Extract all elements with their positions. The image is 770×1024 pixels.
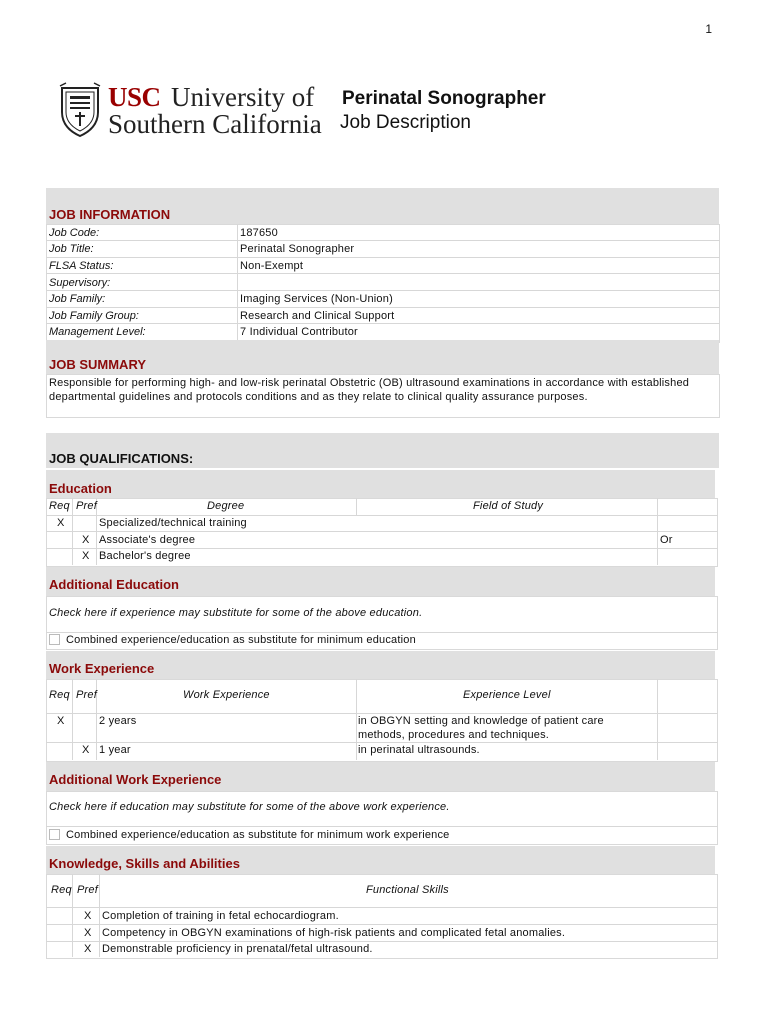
ksa-skills-header: Functional Skills (366, 884, 449, 896)
work-row1-level-line2: methods, procedures and techniques. (358, 729, 550, 741)
job-summary-band (46, 340, 719, 374)
job-family-group-value: Research and Clinical Support (240, 310, 395, 322)
job-summary-text-line1: Responsible for performing high- and low-risk perinatal Obstetric (OB) ultrasound examinations in accordance with established (49, 377, 690, 389)
work-row1-experience: 2 years (99, 715, 137, 727)
ksa-heading: Knowledge, Skills and Abilities (49, 856, 240, 871)
document-title: Perinatal Sonographer (342, 88, 546, 109)
job-family-value: Imaging Services (Non-Union) (240, 293, 393, 305)
job-title-label: Job Title: (49, 243, 94, 255)
ksa-row3-skill: Demonstrable proficiency in prenatal/fetal ultrasound. (102, 943, 373, 955)
job-title-value: Perinatal Sonographer (240, 243, 355, 255)
substitute-education-checkbox[interactable] (49, 634, 60, 645)
work-row2-experience: 1 year (99, 744, 131, 756)
management-level-value: 7 Individual Contributor (240, 326, 358, 338)
flsa-status-label: FLSA Status: (49, 260, 114, 272)
work-row2-pref: X (82, 744, 90, 756)
job-summary-heading: JOB SUMMARY (49, 357, 147, 372)
work-experience-header: Work Experience (183, 689, 270, 701)
management-level-label: Management Level: (49, 326, 146, 338)
education-degree-header: Degree (207, 500, 245, 512)
additional-work-experience-heading: Additional Work Experience (49, 772, 222, 787)
job-code-value: 187650 (240, 227, 278, 239)
additional-work-experience-item: Combined experience/education as substitute for minimum work experience (66, 829, 450, 841)
work-row2-level: in perinatal ultrasounds. (358, 744, 480, 756)
ksa-row2-skill: Competency in OBGYN examinations of high-risk patients and complicated fetal anomalies. (102, 927, 566, 939)
education-row2-degree: Associate's degree (99, 534, 196, 546)
job-information-heading: JOB INFORMATION (49, 207, 171, 222)
education-req-header: Req (49, 500, 70, 512)
work-pref-header: Pref (76, 689, 97, 701)
education-pref-header: Pref (76, 500, 97, 512)
education-row3-pref: X (82, 550, 90, 562)
usc-logo (58, 82, 328, 140)
usc-seal-icon (58, 82, 102, 138)
logo-university-text: University of (171, 82, 315, 112)
education-band (46, 470, 715, 498)
additional-education-note: Check here if experience may substitute for some of the above education. (49, 607, 423, 619)
job-family-label: Job Family: (49, 293, 106, 305)
work-row1-req: X (57, 715, 65, 727)
work-row1-level-line1: in OBGYN setting and knowledge of patient care (358, 715, 604, 727)
education-row2-field: Or (660, 534, 673, 546)
ksa-pref-header: Pref (77, 884, 98, 896)
logo-southern-california-text: Southern California (108, 109, 322, 139)
ksa-row2-pref: X (84, 927, 92, 939)
job-qualifications-heading: JOB QUALIFICATIONS: (49, 451, 194, 466)
ksa-row1-pref: X (84, 910, 92, 922)
work-experience-heading: Work Experience (49, 661, 155, 676)
work-level-header: Experience Level (463, 689, 551, 701)
job-summary-text-line2: departmental guidelines and protocols conditions and as they relate to clinical quality assurance purposes. (49, 391, 588, 403)
additional-education-item: Combined experience/education as substitute for minimum education (66, 634, 416, 646)
job-family-group-label: Job Family Group: (49, 310, 139, 322)
education-row1-req: X (57, 517, 65, 529)
education-row1-degree: Specialized/technical training (99, 517, 247, 529)
ksa-row3-pref: X (84, 943, 92, 955)
ksa-row1-skill: Completion of training in fetal echocardiogram. (102, 910, 339, 922)
logo-usc-text: USC (108, 82, 161, 112)
education-row2-pref: X (82, 534, 90, 546)
education-heading: Education (49, 481, 112, 496)
job-information-table (46, 224, 720, 343)
additional-work-experience-note: Check here if education may substitute for some of the above work experience. (49, 801, 450, 813)
education-row3-degree: Bachelor's degree (99, 550, 191, 562)
additional-education-heading: Additional Education (49, 577, 179, 592)
education-field-header: Field of Study (473, 500, 544, 512)
job-code-label: Job Code: (49, 227, 100, 239)
work-req-header: Req (49, 689, 70, 701)
ksa-req-header: Req (51, 884, 72, 896)
page-number: 1 (705, 22, 712, 36)
supervisory-label: Supervisory: (49, 277, 111, 289)
document-subtitle: Job Description (340, 112, 471, 133)
substitute-work-experience-checkbox[interactable] (49, 829, 60, 840)
flsa-status-value: Non-Exempt (240, 260, 304, 272)
